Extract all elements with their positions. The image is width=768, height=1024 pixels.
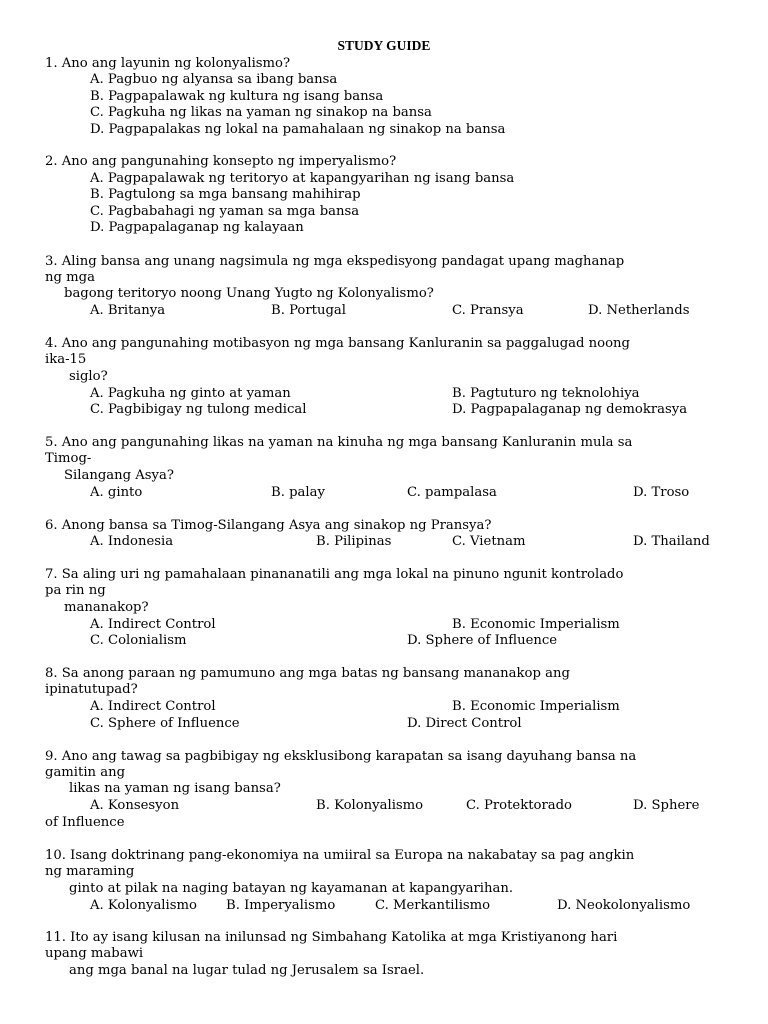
question-8-choice-1: A. Indirect Control bbox=[90, 699, 216, 714]
question-4-line-2: ika-15 bbox=[45, 352, 87, 367]
question-5-line-2: Timog- bbox=[45, 451, 92, 466]
question-4-choice-4: D. Pagpapalaganap ng demokrasya bbox=[452, 402, 688, 417]
question-11-line-2: upang mabawi bbox=[45, 946, 144, 961]
question-10-choice-2: B. Imperyalismo bbox=[226, 898, 336, 913]
question-9-line-2: gamitin ang bbox=[45, 765, 126, 780]
question-5-choice-3: C. pampalasa bbox=[407, 485, 497, 500]
question-2-choice-4: D. Pagpapalaganap ng kalayaan bbox=[90, 220, 304, 235]
question-1-choice-1: A. Pagbuo ng alyansa sa ibang bansa bbox=[90, 72, 338, 87]
question-3-line-3: bagong teritoryo noong Unang Yugto ng Kolonyalismo? bbox=[64, 286, 434, 301]
question-6-choice-2: B. Pilipinas bbox=[316, 534, 392, 549]
question-10-line-3: ginto at pilak na naging batayan ng kayamanan at kapangyarihan. bbox=[69, 881, 514, 896]
question-4-choice-3: C. Pagbibigay ng tulong medical bbox=[90, 402, 307, 417]
question-10-line-2: ng maraming bbox=[45, 864, 135, 879]
question-8-line-1: 8. Sa anong paraan ng pamumuno ang mga batas ng bansang mananakop ang bbox=[45, 666, 570, 681]
question-2-line-1: 2. Ano ang pangunahing konsepto ng imperyalismo? bbox=[45, 154, 397, 169]
question-3-choice-2: B. Portugal bbox=[271, 303, 346, 318]
question-7-line-3: mananakop? bbox=[64, 600, 149, 615]
question-1-choice-2: B. Pagpapalawak ng kultura ng isang bansa bbox=[90, 89, 384, 104]
question-6-choice-4: D. Thailand bbox=[633, 534, 710, 549]
question-9-choice-2: B. Kolonyalismo bbox=[316, 798, 424, 813]
question-6-choice-3: C. Vietnam bbox=[452, 534, 526, 549]
question-6-line-1: 6. Anong bansa sa Timog-Silangang Asya ang sinakop ng Pransya? bbox=[45, 518, 492, 533]
question-2-choice-1: A. Pagpapalawak ng teritoryo at kapangyarihan ng isang bansa bbox=[90, 171, 515, 186]
question-9-choice-5: of Influence bbox=[45, 815, 125, 830]
question-5-choice-1: A. ginto bbox=[90, 485, 143, 500]
question-4-line-3: siglo? bbox=[69, 369, 108, 384]
question-3-choice-4: D. Netherlands bbox=[588, 303, 690, 318]
question-5-line-1: 5. Ano ang pangunahing likas na yaman na kinuha ng mga bansang Kanluranin mula sa bbox=[45, 435, 633, 450]
question-5-choice-2: B. palay bbox=[271, 485, 325, 500]
question-11-line-1: 11. Ito ay isang kilusan na inilunsad ng Simbahang Katolika at mga Kristiyanong hari bbox=[45, 930, 618, 945]
question-7-choice-4: D. Sphere of Influence bbox=[407, 633, 558, 648]
question-9-choice-4: D. Sphere bbox=[633, 798, 700, 813]
question-4-choice-1: A. Pagkuha ng ginto at yaman bbox=[90, 386, 291, 401]
question-9-line-1: 9. Ano ang tawag sa pagbibigay ng eksklusibong karapatan sa isang dayuhang bansa na bbox=[45, 749, 637, 764]
question-8-choice-2: B. Economic Imperialism bbox=[452, 699, 620, 714]
question-3-choice-1: A. Britanya bbox=[90, 303, 166, 318]
question-1-choice-4: D. Pagpapalakas ng lokal na pamahalaan ng sinakop na bansa bbox=[90, 122, 506, 137]
question-10-choice-1: A. Kolonyalismo bbox=[90, 898, 197, 913]
question-11-line-3: ang mga banal na lugar tulad ng Jerusalem sa Israel. bbox=[69, 963, 425, 978]
question-1-choice-3: C. Pagkuha ng likas na yaman ng sinakop na bansa bbox=[90, 105, 432, 120]
page-title: STUDY GUIDE bbox=[337, 38, 431, 53]
question-7-choice-3: C. Colonialism bbox=[90, 633, 187, 648]
question-3-line-1: 3. Aling bansa ang unang nagsimula ng mga ekspedisyong pandagat upang maghanap bbox=[45, 254, 625, 269]
question-4-choice-2: B. Pagtuturo ng teknolohiya bbox=[452, 386, 640, 401]
question-3-choice-3: C. Pransya bbox=[452, 303, 524, 318]
question-8-line-2: ipinatutupad? bbox=[45, 682, 138, 697]
question-9-choice-3: C. Protektorado bbox=[466, 798, 573, 813]
question-4-line-1: 4. Ano ang pangunahing motibasyon ng mga bansang Kanluranin sa paggalugad noong bbox=[45, 336, 630, 351]
question-5-choice-4: D. Troso bbox=[633, 485, 690, 500]
question-8-choice-3: C. Sphere of Influence bbox=[90, 716, 240, 731]
question-9-line-3: likas na yaman ng isang bansa? bbox=[69, 781, 281, 796]
question-10-line-1: 10. Isang doktrinang pang-ekonomiya na umiiral sa Europa na nakabatay sa pag angkin bbox=[45, 848, 635, 863]
question-7-line-1: 7. Sa aling uri ng pamahalaan pinananatili ang mga lokal na pinuno ngunit kontrolado bbox=[45, 567, 624, 582]
question-3-line-2: ng mga bbox=[45, 270, 95, 285]
question-6-choice-1: A. Indonesia bbox=[90, 534, 174, 549]
question-8-choice-4: D. Direct Control bbox=[407, 716, 522, 731]
question-10-choice-3: C. Merkantilismo bbox=[375, 898, 491, 913]
question-7-choice-1: A. Indirect Control bbox=[90, 617, 216, 632]
question-7-line-2: pa rin ng bbox=[45, 583, 106, 598]
question-10-choice-4: D. Neokolonyalismo bbox=[557, 898, 691, 913]
question-2-choice-3: C. Pagbabahagi ng yaman sa mga bansa bbox=[90, 204, 360, 219]
question-7-choice-2: B. Economic Imperialism bbox=[452, 617, 620, 632]
question-9-choice-1: A. Konsesyon bbox=[90, 798, 180, 813]
question-5-line-3: Silangang Asya? bbox=[64, 468, 174, 483]
question-1-line-1: 1. Ano ang layunin ng kolonyalismo? bbox=[45, 56, 291, 71]
question-2-choice-2: B. Pagtulong sa mga bansang mahihirap bbox=[90, 187, 361, 202]
